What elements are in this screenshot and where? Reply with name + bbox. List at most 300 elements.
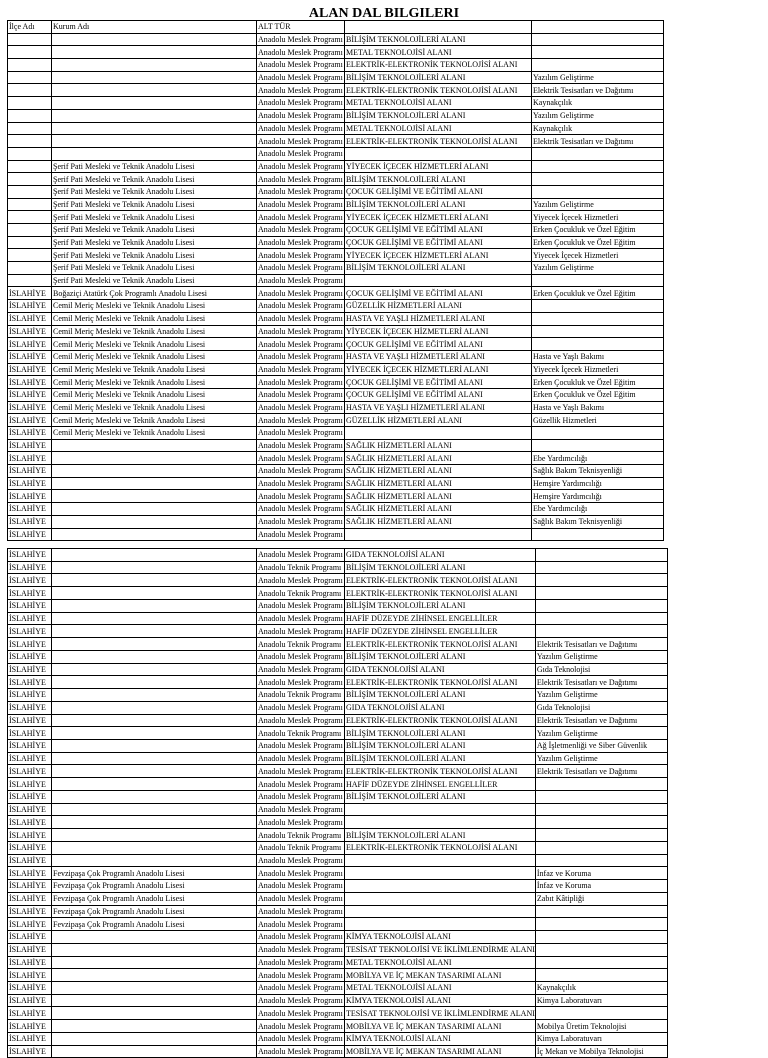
alan-cell: SAĞLIK HİZMETLERİ ALANI — [345, 477, 532, 490]
table-row — [8, 816, 668, 829]
dal-cell — [532, 338, 664, 351]
alan-cell: ÇOCUK GELİŞİMİ VE EĞİTİMİ ALANI — [345, 185, 532, 198]
alan-cell: BİLİŞİM TEKNOLOJİLERİ ALANI — [345, 198, 532, 211]
alt-tur-cell: Anadolu Meslek Programı — [258, 906, 343, 916]
kurum-cell — [52, 943, 257, 956]
dal-cell — [535, 625, 667, 638]
dal-cell — [535, 956, 667, 969]
dal-cell — [535, 790, 667, 803]
dal-cell: İnfaz ve Koruma — [535, 880, 667, 893]
alan-cell: ELEKTRİK-ELEKTRONİK TEKNOLOJİSİ ALANI — [345, 638, 536, 651]
kurum-cell — [52, 490, 257, 503]
alan-cell — [345, 816, 536, 829]
table-row — [8, 388, 664, 401]
kurum-cell — [52, 663, 257, 676]
kurum-cell — [52, 829, 257, 842]
alt-tur-cell: Anadolu Meslek Programı — [258, 881, 343, 891]
dal-cell — [535, 931, 667, 944]
alan-cell: SAĞLIK HİZMETLERİ ALANI — [345, 465, 532, 478]
alt-tur-cell: Anadolu Meslek Programı — [258, 652, 343, 662]
kurum-cell: Şerif Pati Mesleki ve Teknik Anadolu Lisesi — [52, 198, 257, 211]
table-row — [8, 1020, 668, 1033]
alan-cell: ÇOCUK GELİŞİMİ VE EĞİTİMİ ALANI — [345, 236, 532, 249]
alt-tur-cell: Anadolu Meslek Programı — [258, 85, 343, 95]
table-row — [8, 490, 664, 503]
kurum-cell — [52, 994, 257, 1007]
kurum-cell — [52, 727, 257, 740]
alan-cell: HASTA VE YAŞLI HİZMETLERİ ALANI — [345, 350, 532, 363]
table-row — [8, 650, 668, 663]
alan-cell: BİLİŞİM TEKNOLOJİLERİ ALANI — [345, 109, 532, 122]
table-row — [8, 587, 668, 600]
ilce-cell: İSLAHİYE — [8, 650, 52, 663]
alt-tur-cell: Anadolu Meslek Programı — [258, 415, 343, 425]
alt-tur-cell: Anadolu Meslek Programı — [258, 626, 343, 636]
kurum-cell — [52, 969, 257, 982]
alt-tur-cell: Anadolu Meslek Programı — [258, 136, 343, 146]
alan-cell — [345, 918, 536, 931]
dal-cell — [535, 829, 667, 842]
dal-cell — [535, 574, 667, 587]
alan-cell: BİLİŞİM TEKNOLOJİLERİ ALANI — [345, 752, 536, 765]
alan-cell: YİYECEK İÇECEK HİZMETLERİ ALANI — [345, 211, 532, 224]
kurum-cell: Fevzipaşa Çok Programlı Anadolu Lisesi — [52, 905, 257, 918]
kurum-cell: Cemil Meriç Mesleki ve Teknik Anadolu Lisesi — [52, 376, 257, 389]
ilce-cell: İSLAHİYE — [8, 1032, 52, 1045]
alan-cell: BİLİŞİM TEKNOLOJİLERİ ALANI — [345, 71, 532, 84]
kurum-cell: Şerif Pati Mesleki ve Teknik Anadolu Lisesi — [52, 160, 257, 173]
kurum-cell: Fevzipaşa Çok Programlı Anadolu Lisesi — [52, 867, 257, 880]
table-row — [8, 427, 664, 440]
kurum-cell: Fevzipaşa Çok Programlı Anadolu Lisesi — [52, 892, 257, 905]
alt-tur-cell: Anadolu Meslek Programı — [258, 466, 343, 476]
table-row — [8, 109, 664, 122]
alan-cell: ÇOCUK GELİŞİMİ VE EĞİTİMİ ALANI — [345, 224, 532, 237]
alan-cell: ELEKTRİK-ELEKTRONİK TEKNOLOJİSİ ALANI — [345, 574, 536, 587]
alt-tur-cell: Anadolu Meslek Programı — [258, 238, 343, 248]
ilce-cell: İlçe Adı — [8, 21, 52, 34]
alt-tur-cell: Anadolu Meslek Programı — [258, 715, 343, 725]
alan-cell: YİYECEK İÇECEK HİZMETLERİ ALANI — [345, 325, 532, 338]
table-row — [8, 943, 668, 956]
dal-cell: Yazılım Geliştirme — [532, 262, 664, 275]
table-row — [8, 969, 668, 982]
alt-tur-cell: Anadolu Meslek Programı — [258, 491, 343, 501]
dal-cell: Yiyecek İçecek Hizmetleri — [532, 363, 664, 376]
ilce-cell — [8, 160, 52, 173]
ilce-cell: İSLAHİYE — [8, 625, 52, 638]
dal-cell: Ebe Yardımcılığı — [532, 503, 664, 516]
kurum-cell — [52, 452, 257, 465]
ilce-cell: İSLAHİYE — [8, 880, 52, 893]
alan-cell: HAFİF DÜZEYDE ZİHİNSEL ENGELLİLER — [345, 778, 536, 791]
kurum-cell — [52, 561, 257, 574]
alan-cell: ELEKTRİK-ELEKTRONİK TEKNOLOJİSİ ALANI — [345, 765, 536, 778]
table-row — [8, 841, 668, 854]
table-row — [8, 198, 664, 211]
dal-cell — [532, 300, 664, 313]
table-row — [8, 701, 668, 714]
alt-tur-cell: Anadolu Meslek Programı — [258, 60, 343, 70]
kurum-cell: Cemil Meriç Mesleki ve Teknik Anadolu Lisesi — [52, 312, 257, 325]
ilce-cell: İSLAHİYE — [8, 905, 52, 918]
ilce-cell: İSLAHİYE — [8, 1007, 52, 1020]
dal-cell — [532, 59, 664, 72]
alan-cell: BİLİŞİM TEKNOLOJİLERİ ALANI — [345, 727, 536, 740]
table-row — [8, 515, 664, 528]
dal-cell — [532, 173, 664, 186]
table-row — [8, 803, 668, 816]
table-row — [8, 414, 664, 427]
kurum-cell — [52, 439, 257, 452]
alan-cell: YİYECEK İÇECEK HİZMETLERİ ALANI — [345, 160, 532, 173]
alt-tur-cell: Anadolu Meslek Programı — [258, 212, 343, 222]
dal-cell: Hemşire Yardımcılığı — [532, 477, 664, 490]
ilce-cell: İSLAHİYE — [8, 439, 52, 452]
alan-cell: BİLİŞİM TEKNOLOJİLERİ ALANI — [345, 740, 536, 753]
dal-cell — [535, 549, 667, 562]
kurum-cell: Cemil Meriç Mesleki ve Teknik Anadolu Lisesi — [52, 300, 257, 313]
table-row — [8, 300, 664, 313]
table-row — [8, 561, 668, 574]
ilce-cell — [8, 84, 52, 97]
alt-tur-cell: Anadolu Meslek Programı — [258, 817, 343, 827]
dal-cell — [532, 427, 664, 440]
alan-cell — [345, 21, 532, 34]
alt-tur-cell: Anadolu Meslek Programı — [258, 339, 343, 349]
table-row — [8, 931, 668, 944]
alt-tur-cell: Anadolu Meslek Programı — [258, 301, 343, 311]
alt-tur-cell: Anadolu Meslek Programı — [258, 174, 343, 184]
table-row — [8, 84, 664, 97]
dal-cell — [532, 185, 664, 198]
alt-tur-cell: Anadolu Meslek Programı — [258, 149, 343, 159]
alt-tur-cell: Anadolu Meslek Programı — [258, 161, 343, 171]
table-row — [8, 689, 668, 702]
table-row — [8, 829, 668, 842]
ilce-cell: İSLAHİYE — [8, 689, 52, 702]
ilce-cell: İSLAHİYE — [8, 587, 52, 600]
table-row — [8, 549, 668, 562]
ilce-cell: İSLAHİYE — [8, 714, 52, 727]
alt-tur-cell: Anadolu Meslek Programı — [258, 677, 343, 687]
kurum-cell: Cemil Meriç Mesleki ve Teknik Anadolu Lisesi — [52, 350, 257, 363]
alt-tur-cell: Anadolu Meslek Programı — [258, 754, 343, 764]
alan-cell — [345, 427, 532, 440]
ilce-cell: İSLAHİYE — [8, 549, 52, 562]
alan-cell: METAL TEKNOLOJİSİ ALANI — [345, 981, 536, 994]
dal-cell: Zabıt Kâtipliği — [535, 892, 667, 905]
ilce-cell: İSLAHİYE — [8, 778, 52, 791]
alt-tur-cell: Anadolu Meslek Programı — [258, 377, 343, 387]
table-row — [8, 676, 668, 689]
kurum-cell: Şerif Pati Mesleki ve Teknik Anadolu Lisesi — [52, 185, 257, 198]
alt-tur-cell: Anadolu Meslek Programı — [258, 779, 343, 789]
kurum-cell — [52, 931, 257, 944]
kurum-cell — [52, 59, 257, 72]
alan-cell: ELEKTRİK-ELEKTRONİK TEKNOLOJİSİ ALANI — [345, 135, 532, 148]
dal-cell: Yazılım Geliştirme — [532, 109, 664, 122]
alan-cell: TESİSAT TEKNOLOJİSİ VE İKLİMLENDİRME ALANI — [346, 945, 535, 955]
ilce-cell: İSLAHİYE — [8, 363, 52, 376]
alt-tur-cell: Anadolu Meslek Programı — [258, 855, 343, 865]
kurum-cell — [52, 599, 257, 612]
alan-cell: ELEKTRİK-ELEKTRONİK TEKNOLOJİSİ ALANI — [345, 59, 532, 72]
alan-cell: GIDA TEKNOLOJİSİ ALANI — [345, 549, 536, 562]
alt-tur-cell: Anadolu Meslek Programı — [258, 601, 343, 611]
ilce-cell — [8, 249, 52, 262]
alan-cell: BİLİŞİM TEKNOLOJİLERİ ALANI — [345, 33, 532, 46]
alan-cell: HAFİF DÜZEYDE ZİHİNSEL ENGELLİLER — [345, 612, 536, 625]
dal-cell: Yiyecek İçecek Hizmetleri — [532, 249, 664, 262]
dal-cell — [535, 1007, 667, 1020]
alt-tur-cell: Anadolu Meslek Programı — [258, 314, 343, 324]
alan-cell: METAL TEKNOLOJİSİ ALANI — [345, 956, 536, 969]
table-row — [8, 439, 664, 452]
dal-cell: Elektrik Tesisatları ve Dağıtımı — [535, 638, 667, 651]
alt-tur-cell: Anadolu Teknik Programı — [257, 638, 345, 651]
alt-tur-cell: Anadolu Meslek Programı — [258, 453, 343, 463]
kurum-cell: Şerif Pati Mesleki ve Teknik Anadolu Lisesi — [52, 224, 257, 237]
table-row — [8, 465, 664, 478]
alan-cell: ELEKTRİK-ELEKTRONİK TEKNOLOJİSİ ALANI — [345, 714, 536, 727]
alan-cell: TESİSAT TEKNOLOJİSİ VE İKLİMLENDİRME ALANI — [346, 1008, 535, 1018]
dal-cell — [535, 905, 667, 918]
dal-cell: İnfaz ve Koruma — [535, 867, 667, 880]
alt-tur-cell: Anadolu Teknik Programı — [257, 561, 345, 574]
kurum-cell — [52, 84, 257, 97]
dal-cell: Mobilya Üretim Teknolojisi — [535, 1020, 667, 1033]
alt-tur-cell: Anadolu Meslek Programı — [258, 35, 343, 45]
alt-tur-cell: Anadolu Meslek Programı — [258, 326, 343, 336]
ilce-cell: İSLAHİYE — [8, 663, 52, 676]
ilce-cell: İSLAHİYE — [8, 931, 52, 944]
alt-tur-cell: Anadolu Teknik Programı — [257, 727, 345, 740]
alan-cell: SAĞLIK HİZMETLERİ ALANI — [345, 515, 532, 528]
ilce-cell: İSLAHİYE — [8, 452, 52, 465]
alt-tur-cell: Anadolu Meslek Programı — [258, 575, 343, 585]
alt-tur-cell: Anadolu Meslek Programı — [258, 47, 343, 57]
alt-tur-cell: Anadolu Meslek Programı — [258, 199, 343, 209]
ilce-cell: İSLAHİYE — [8, 477, 52, 490]
kurum-cell — [52, 122, 257, 135]
kurum-cell: Şerif Pati Mesleki ve Teknik Anadolu Lisesi — [52, 262, 257, 275]
dal-cell: Erken Çocukluk ve Özel Eğitim — [532, 236, 664, 249]
alan-cell: KİMYA TEKNOLOJİSİ ALANI — [345, 994, 536, 1007]
table-row — [8, 122, 664, 135]
ilce-cell: İSLAHİYE — [8, 465, 52, 478]
table-row — [8, 338, 664, 351]
ilce-cell — [8, 46, 52, 59]
alt-tur-cell: ALT TÜR — [257, 21, 345, 34]
table-row — [8, 249, 664, 262]
alt-tur-cell: Anadolu Meslek Programı — [258, 479, 343, 489]
ilce-cell: İSLAHİYE — [8, 350, 52, 363]
alan-cell: BİLİŞİM TEKNOLOJİLERİ ALANI — [345, 262, 532, 275]
ilce-cell: İSLAHİYE — [8, 943, 52, 956]
alan-cell: BİLİŞİM TEKNOLOJİLERİ ALANI — [345, 173, 532, 186]
alt-tur-cell: Anadolu Meslek Programı — [258, 983, 343, 993]
kurum-cell: Şerif Pati Mesleki ve Teknik Anadolu Lisesi — [52, 211, 257, 224]
dal-cell: Yazılım Geliştirme — [535, 752, 667, 765]
ilce-cell: İSLAHİYE — [8, 503, 52, 516]
kurum-cell — [52, 650, 257, 663]
dal-cell: Elektrik Tesisatları ve Dağıtımı — [535, 714, 667, 727]
alan-cell — [345, 528, 532, 541]
alt-tur-cell: Anadolu Meslek Programı — [258, 73, 343, 83]
dal-cell: Hasta ve Yaşlı Bakımı — [532, 350, 664, 363]
alan-cell: BİLİŞİM TEKNOLOJİLERİ ALANI — [345, 561, 536, 574]
table-row — [8, 727, 668, 740]
table-row — [8, 1032, 668, 1045]
table-row — [8, 325, 664, 338]
alan-cell — [345, 867, 536, 880]
table-row — [8, 135, 664, 148]
alt-tur-cell: Anadolu Meslek Programı — [258, 932, 343, 942]
kurum-cell: Cemil Meriç Mesleki ve Teknik Anadolu Lisesi — [52, 414, 257, 427]
ilce-cell: İSLAHİYE — [8, 841, 52, 854]
table-row — [8, 147, 664, 160]
dal-cell: Ağ İşletmenliği ve Siber Güvenlik — [535, 740, 667, 753]
kurum-cell — [52, 147, 257, 160]
dal-cell: Yazılım Geliştirme — [535, 650, 667, 663]
alan-cell: ÇOCUK GELİŞİMİ VE EĞİTİMİ ALANI — [345, 287, 532, 300]
alan-cell: YİYECEK İÇECEK HİZMETLERİ ALANI — [345, 249, 532, 262]
kurum-cell: Şerif Pati Mesleki ve Teknik Anadolu Lisesi — [52, 274, 257, 287]
alan-cell: METAL TEKNOLOJİSİ ALANI — [345, 46, 532, 59]
alan-cell: BİLİŞİM TEKNOLOJİLERİ ALANI — [345, 599, 536, 612]
alt-tur-cell: Anadolu Meslek Programı — [258, 996, 343, 1006]
ilce-cell: İSLAHİYE — [8, 752, 52, 765]
kurum-cell — [52, 740, 257, 753]
ilce-cell — [8, 274, 52, 287]
alt-tur-cell: Anadolu Meslek Programı — [258, 741, 343, 751]
ilce-cell: İSLAHİYE — [8, 829, 52, 842]
alan-dal-table-top — [7, 20, 664, 541]
table-row — [8, 287, 664, 300]
table-row — [8, 363, 664, 376]
alan-cell: YİYECEK İÇECEK HİZMETLERİ ALANI — [345, 363, 532, 376]
table-row — [8, 981, 668, 994]
alan-cell: BİLİŞİM TEKNOLOJİLERİ ALANI — [345, 689, 536, 702]
dal-cell: Kaynakçılık — [532, 122, 664, 135]
ilce-cell: İSLAHİYE — [8, 701, 52, 714]
dal-cell — [535, 969, 667, 982]
table-row — [8, 503, 664, 516]
kurum-cell — [52, 587, 257, 600]
alt-tur-cell: Anadolu Meslek Programı — [258, 517, 343, 527]
table-row — [8, 867, 668, 880]
kurum-cell: Cemil Meriç Mesleki ve Teknik Anadolu Lisesi — [52, 401, 257, 414]
alan-cell: MOBİLYA VE İÇ MEKAN TASARIMI ALANI — [345, 969, 536, 982]
kurum-cell: Cemil Meriç Mesleki ve Teknik Anadolu Lisesi — [52, 388, 257, 401]
kurum-cell — [52, 33, 257, 46]
dal-cell: Hemşire Yardımcılığı — [532, 490, 664, 503]
table-row — [8, 663, 668, 676]
dal-cell: Yazılım Geliştirme — [532, 71, 664, 84]
kurum-cell — [52, 956, 257, 969]
kurum-cell — [52, 46, 257, 59]
table-row — [8, 714, 668, 727]
alan-cell: BİLİŞİM TEKNOLOJİLERİ ALANI — [345, 829, 536, 842]
alt-tur-cell: Anadolu Meslek Programı — [258, 1008, 343, 1018]
alan-cell: ÇOCUK GELİŞİMİ VE EĞİTİMİ ALANI — [345, 376, 532, 389]
ilce-cell — [8, 109, 52, 122]
kurum-cell — [52, 1007, 257, 1020]
alt-tur-cell: Anadolu Meslek Programı — [258, 263, 343, 273]
alan-cell: MOBİLYA VE İÇ MEKAN TASARIMI ALANI — [345, 1045, 536, 1058]
dal-cell — [535, 612, 667, 625]
ilce-cell: İSLAHİYE — [8, 854, 52, 867]
alt-tur-cell: Anadolu Meslek Programı — [258, 187, 343, 197]
ilce-cell: İSLAHİYE — [8, 612, 52, 625]
table-row — [8, 765, 668, 778]
table-row — [8, 905, 668, 918]
alt-tur-cell: Anadolu Meslek Programı — [258, 98, 343, 108]
alan-cell: SAĞLIK HİZMETLERİ ALANI — [345, 439, 532, 452]
alt-tur-cell: Anadolu Meslek Programı — [258, 441, 343, 451]
alan-cell: GIDA TEKNOLOJİSİ ALANI — [345, 663, 536, 676]
ilce-cell: İSLAHİYE — [8, 515, 52, 528]
table-row — [8, 1045, 668, 1058]
kurum-cell: Cemil Meriç Mesleki ve Teknik Anadolu Lisesi — [52, 363, 257, 376]
alan-cell: ELEKTRİK-ELEKTRONİK TEKNOLOJİSİ ALANI — [345, 676, 536, 689]
alt-tur-cell: Anadolu Meslek Programı — [258, 868, 343, 878]
kurum-cell — [52, 1032, 257, 1045]
kurum-cell: Fevzipaşa Çok Programlı Anadolu Lisesi — [52, 918, 257, 931]
ilce-cell: İSLAHİYE — [8, 790, 52, 803]
alt-tur-cell: Anadolu Teknik Programı — [257, 689, 345, 702]
table-row — [8, 752, 668, 765]
kurum-cell: Boğaziçi Atatürk Çok Programlı Anadolu Lisesi — [52, 287, 257, 300]
dal-cell: Kimya Laboratuvarı — [535, 1032, 667, 1045]
ilce-cell: İSLAHİYE — [8, 892, 52, 905]
dal-cell: Kaynakçılık — [532, 97, 664, 110]
kurum-cell — [52, 981, 257, 994]
alt-tur-cell: Anadolu Meslek Programı — [258, 504, 343, 514]
table-row — [8, 574, 668, 587]
table-row — [8, 376, 664, 389]
kurum-cell — [52, 676, 257, 689]
dal-cell — [535, 918, 667, 931]
kurum-cell — [52, 549, 257, 562]
ilce-cell: İSLAHİYE — [8, 561, 52, 574]
kurum-cell — [52, 515, 257, 528]
ilce-cell: İSLAHİYE — [8, 300, 52, 313]
table-row — [8, 599, 668, 612]
ilce-cell — [8, 59, 52, 72]
table-row — [8, 452, 664, 465]
table-row — [8, 401, 664, 414]
dal-cell — [535, 587, 667, 600]
dal-cell — [535, 943, 667, 956]
dal-cell — [532, 46, 664, 59]
alt-tur-cell: Anadolu Meslek Programı — [258, 402, 343, 412]
kurum-cell — [52, 714, 257, 727]
kurum-cell: Kurum Adı — [52, 21, 257, 34]
alt-tur-cell: Anadolu Meslek Programı — [258, 805, 343, 815]
dal-cell — [535, 841, 667, 854]
kurum-cell: Şerif Pati Mesleki ve Teknik Anadolu Lisesi — [52, 236, 257, 249]
kurum-cell — [52, 701, 257, 714]
table-header-row — [8, 21, 664, 34]
table-row — [8, 160, 664, 173]
dal-cell: Erken Çocukluk ve Özel Eğitim — [532, 388, 664, 401]
ilce-cell: İSLAHİYE — [8, 1045, 52, 1058]
ilce-cell: İSLAHİYE — [8, 765, 52, 778]
ilce-cell: İSLAHİYE — [8, 414, 52, 427]
alt-tur-cell: Anadolu Meslek Programı — [258, 957, 343, 967]
